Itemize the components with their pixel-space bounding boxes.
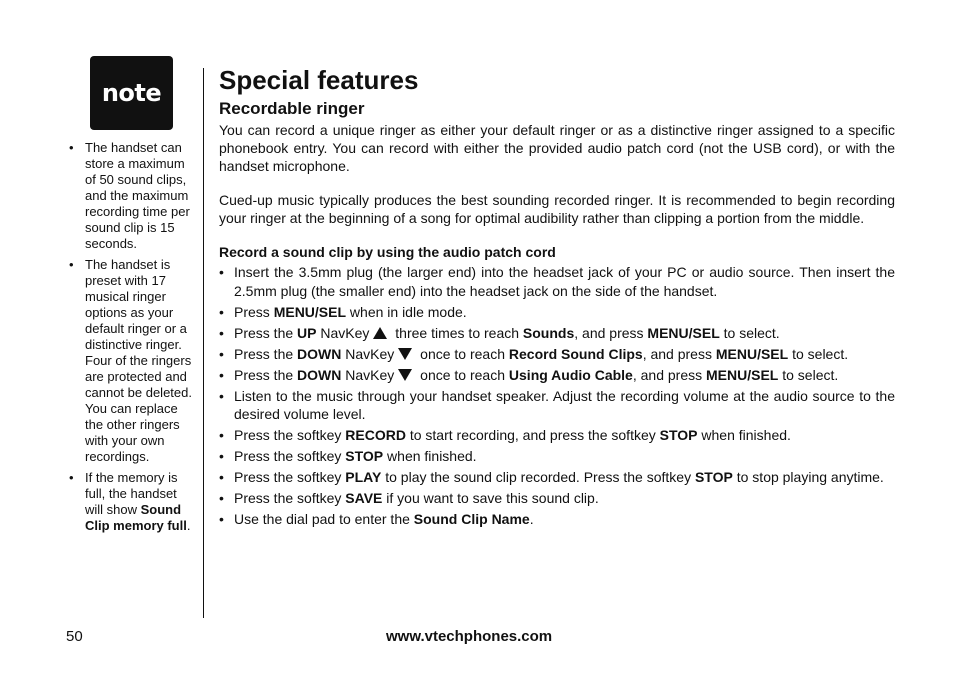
step-item	[219, 324, 895, 343]
column-divider	[203, 68, 204, 618]
step-bold: MENU/SEL	[647, 324, 720, 341]
step-item	[219, 468, 895, 487]
step-text: to start recording, and press the softkey	[405, 427, 660, 443]
section-subtitle: Recordable ringer	[219, 99, 365, 118]
step-bold: MENU/SEL	[273, 303, 347, 320]
step-text: to stop playing anytime.	[732, 469, 884, 485]
step-item	[219, 366, 895, 385]
sidebar-note-text: If the memory is full, the handset will show	[85, 470, 178, 517]
step-text: Insert the 3.5mm plug (the larger end) into the headset jack of your PC or audio source. Then insert the 2.5mm plug (the smaller end) into the headset jack on the side of the handset.	[234, 264, 895, 299]
procedure-heading: Record a sound clip by using the audio patch cord	[219, 244, 556, 260]
intro-paragraph: You can record a unique ringer as either your default ringer or as a distinctive ringer assigned to a specific phonebook entry. You can record with either the provided audio patch cord (not the USB cord), or with the handset microphone.	[219, 122, 895, 174]
step-bold: Sound Clip Name	[413, 511, 530, 527]
step-bold: Record Sound Clips	[508, 345, 643, 362]
step-text: when finished.	[383, 448, 477, 464]
step-bold: DOWN	[297, 345, 342, 362]
step-item	[219, 387, 895, 424]
procedure-steps	[219, 263, 895, 529]
step-text: NavKey	[316, 324, 370, 341]
sidebar-note-text: The handset is preset with 17 musical ringer options as your default ringer or a distinctive ringer. Four of the ringers are protected and cannot be deleted. You can replace the other ringers with your own recordings.	[85, 257, 192, 464]
step-item	[219, 345, 895, 364]
step-item	[219, 447, 895, 466]
step-item	[219, 510, 895, 529]
main-content	[219, 64, 895, 531]
step-text: Press the	[234, 345, 298, 362]
sidebar-note-text: The handset can store a maximum of 50 sound clips, and the maximum recording time per sound clip is 15 seconds.	[85, 140, 190, 251]
step-text: to select.	[719, 324, 780, 341]
note-label: note	[101, 79, 162, 107]
step-text: , and press	[574, 324, 648, 341]
step-bold: Using Audio Cable	[508, 366, 633, 383]
sidebar-note-bold: Sound Clip memory full	[85, 502, 187, 533]
sidebar-notes	[68, 140, 198, 539]
note-badge	[90, 56, 173, 130]
page-title: Special features	[219, 65, 419, 95]
step-text: NavKey	[341, 366, 395, 383]
step-item	[219, 489, 895, 508]
step-item	[219, 263, 895, 300]
step-text: to play the sound clip recorded. Press the softkey	[381, 469, 695, 485]
up-arrow-icon	[373, 327, 387, 339]
step-text: once to reach	[416, 345, 509, 362]
step-text: .	[529, 511, 534, 527]
step-text: three times to reach	[391, 324, 523, 341]
step-text: Press the softkey	[234, 469, 346, 485]
step-bold: PLAY	[345, 469, 382, 485]
sidebar-note	[68, 470, 198, 534]
step-bold: SAVE	[345, 490, 383, 506]
step-text: when in idle mode.	[346, 303, 467, 320]
tip-paragraph: Cued-up music typically produces the best sounding recorded ringer. It is recommended to begin recording your ringer at the beginning of a song for optimal audibility rather than clipping a portion from the middle.	[219, 192, 895, 226]
step-text: Press	[234, 303, 274, 320]
step-text: when finished.	[697, 427, 791, 443]
step-bold: MENU/SEL	[706, 366, 779, 383]
sidebar-note	[68, 257, 198, 465]
step-item	[219, 426, 895, 445]
sidebar-note	[68, 140, 198, 252]
step-text: if you want to save this sound clip.	[382, 490, 599, 506]
step-text: Press the softkey	[234, 448, 346, 464]
step-bold: RECORD	[345, 427, 406, 443]
step-text: NavKey	[341, 345, 395, 362]
step-bold: STOP	[659, 427, 698, 443]
step-bold: UP	[297, 324, 317, 341]
footer-url: www.vtechphones.com	[386, 628, 553, 645]
step-bold: Sounds	[522, 324, 575, 341]
step-text: Use the dial pad to enter the	[234, 511, 414, 527]
sidebar-note-text: .	[186, 518, 191, 533]
step-item	[219, 303, 895, 322]
step-text: Press the softkey	[234, 490, 346, 506]
step-text: Press the	[234, 324, 298, 341]
step-bold: STOP	[694, 469, 733, 485]
step-text: to select.	[788, 345, 849, 362]
down-arrow-icon	[398, 348, 412, 360]
page-number: 50	[66, 628, 83, 645]
step-text: to select.	[778, 366, 839, 383]
step-bold: DOWN	[297, 366, 342, 383]
step-text: Press the softkey	[234, 427, 346, 443]
down-arrow-icon	[398, 369, 412, 381]
step-bold: MENU/SEL	[715, 345, 789, 362]
step-text: , and press	[642, 345, 716, 362]
step-text: Press the	[234, 366, 298, 383]
step-text: once to reach	[416, 366, 509, 383]
step-bold: STOP	[345, 448, 384, 464]
step-text: Listen to the music through your handset speaker. Adjust the recording volume at the audio source to the desired volume level.	[234, 387, 895, 422]
step-text: , and press	[632, 366, 706, 383]
